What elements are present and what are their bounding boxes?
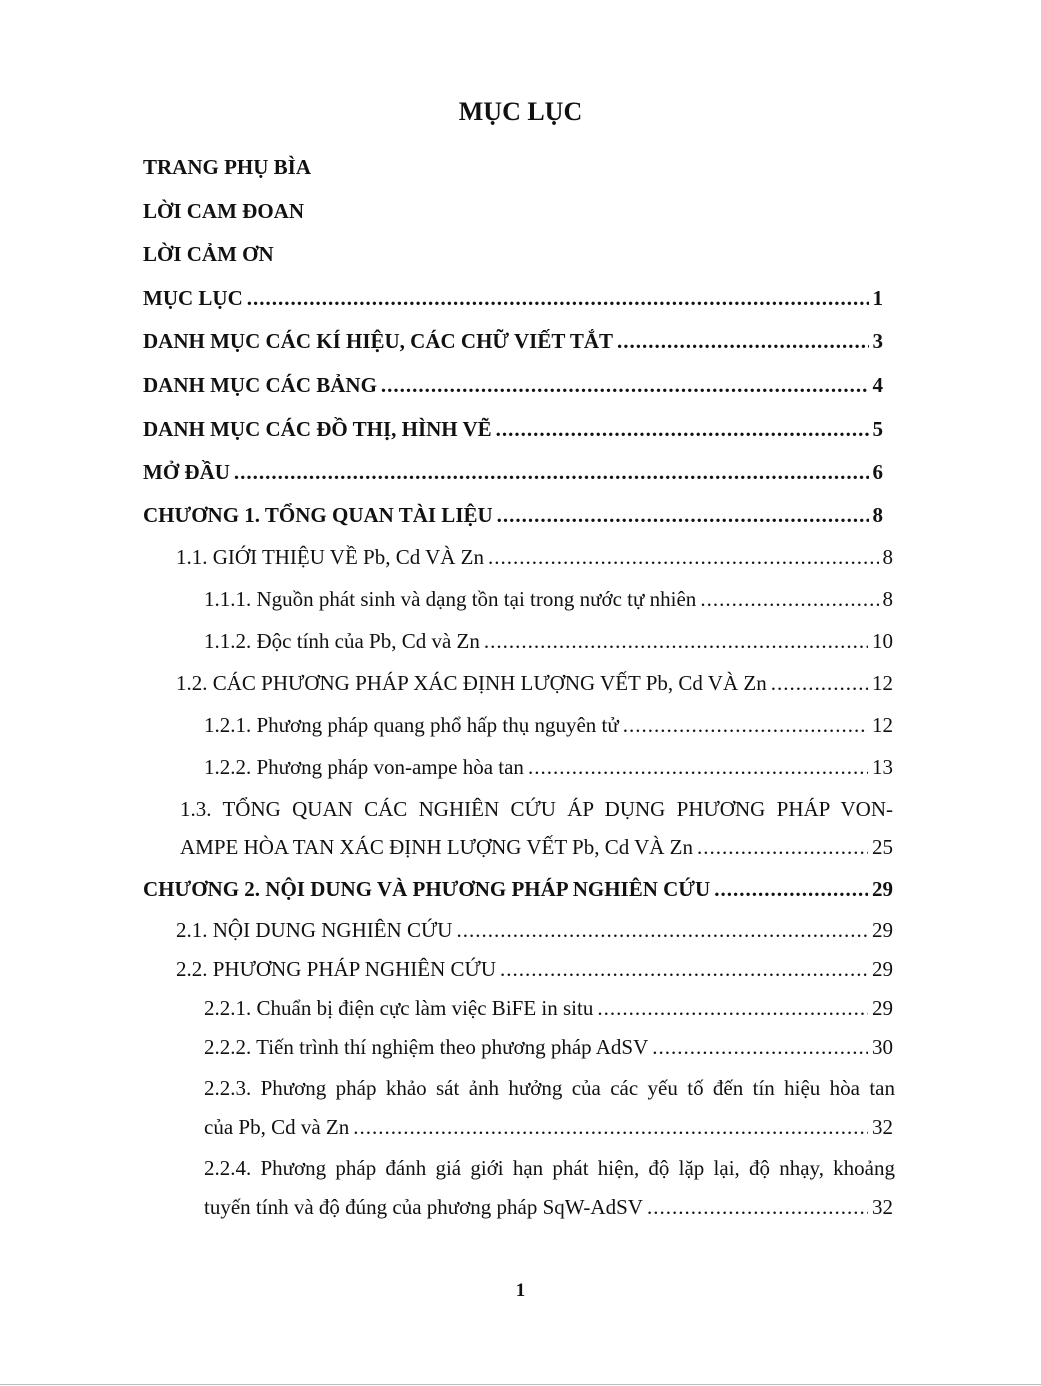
toc-entry-section-1-2-1[interactable] xyxy=(204,713,893,738)
toc-entry-label: của Pb, Cd và Zn xyxy=(204,1115,350,1139)
toc-entry-label: CHƯƠNG 1. TỔNG QUAN TÀI LIỆU xyxy=(143,503,493,527)
toc-entry-page: 12 xyxy=(872,671,893,695)
toc-entry-page: 12 xyxy=(872,713,893,737)
toc-leader-dots xyxy=(771,671,868,696)
toc-entry-page: 32 xyxy=(872,1115,893,1139)
toc-leader-dots xyxy=(353,1115,868,1140)
toc-entry-chapter-1[interactable] xyxy=(143,503,883,528)
toc-entry-label: DANH MỤC CÁC BẢNG xyxy=(143,373,377,397)
toc-entry-page: 32 xyxy=(872,1195,893,1219)
toc-leader-dots xyxy=(496,417,869,442)
toc-entry-label: 1.2. CÁC PHƯƠNG PHÁP XÁC ĐỊNH LƯỢNG VẾT Pb, Cd VÀ Zn xyxy=(176,671,767,695)
toc-entry-label: MỤC LỤC xyxy=(143,286,243,310)
toc-leader-dots xyxy=(456,918,868,943)
toc-entry-label: 2.2.2. Tiến trình thí nghiệm theo phương pháp AdSV xyxy=(204,1035,649,1059)
toc-entry-list-of-figures[interactable] xyxy=(143,417,883,442)
toc-entry-page: 6 xyxy=(872,460,883,484)
toc-entry-section-1-2[interactable] xyxy=(176,671,893,696)
toc-entry-section-1-1-2[interactable] xyxy=(204,629,893,654)
toc-entry-label: MỞ ĐẦU xyxy=(143,460,230,484)
toc-entry-label: 1.1. GIỚI THIỆU VỀ Pb, Cd VÀ Zn xyxy=(176,545,484,569)
toc-entry-label: tuyến tính và độ đúng của phương pháp SqW-AdSV xyxy=(204,1195,643,1219)
toc-entry-page: 1 xyxy=(872,286,883,310)
toc-leader-dots xyxy=(488,545,879,570)
toc-leader-dots xyxy=(497,503,869,528)
toc-leader-dots xyxy=(700,587,878,612)
page-number: 1 xyxy=(515,1280,526,1301)
toc-entry-page: 10 xyxy=(872,629,893,653)
toc-leader-dots xyxy=(381,373,869,398)
toc-entry-label: LỜI CẢM ƠN xyxy=(143,242,274,266)
toc-leader-dots xyxy=(247,286,869,311)
toc-entry-chapter-2[interactable] xyxy=(143,877,893,902)
toc-entry-page: 8 xyxy=(882,587,893,611)
toc-entry-label: 1.1.1. Nguồn phát sinh và dạng tồn tại trong nước tự nhiên xyxy=(204,587,697,611)
toc-entry-section-1-2-2[interactable] xyxy=(204,755,893,780)
toc-title: MỤC LỤC xyxy=(458,97,583,126)
toc-entry-label: 2.2. PHƯƠNG PHÁP NGHIÊN CỨU xyxy=(176,957,496,981)
toc-entry-label: LỜI CAM ĐOAN xyxy=(143,199,304,223)
toc-entry-page: 25 xyxy=(872,835,893,859)
toc-entry-label: 1.2.2. Phương pháp von-ampe hòa tan xyxy=(204,755,524,779)
toc-entry-section-2-2-4[interactable] xyxy=(204,1195,893,1220)
toc-entry-label: 1.1.2. Độc tính của Pb, Cd và Zn xyxy=(204,629,480,653)
toc-leader-dots xyxy=(234,460,869,485)
toc-leader-dots xyxy=(714,877,868,902)
toc-entry-page: 29 xyxy=(872,996,893,1020)
toc-entry-label: DANH MỤC CÁC ĐỒ THỊ, HÌNH VẼ xyxy=(143,417,492,441)
toc-entry-section-2-2-3[interactable] xyxy=(204,1115,893,1140)
toc-entry-label: DANH MỤC CÁC KÍ HIỆU, CÁC CHỮ VIẾT TẮT xyxy=(143,329,614,353)
toc-entry-page: 29 xyxy=(872,877,893,901)
toc-leader-dots xyxy=(652,1035,868,1060)
toc-leader-dots xyxy=(500,957,868,982)
toc-entry-page: 30 xyxy=(872,1035,893,1059)
toc-entry-section-1-1-1[interactable] xyxy=(204,587,893,612)
toc-entry-list-of-tables[interactable] xyxy=(143,373,883,398)
toc-entry-section-2-2-2[interactable] xyxy=(204,1035,893,1060)
toc-entry-section-1-3[interactable] xyxy=(180,835,893,860)
toc-leader-dots xyxy=(697,835,868,860)
page-bottom-edge xyxy=(0,1384,1041,1385)
toc-leader-dots xyxy=(597,996,868,1021)
toc-entry-page: 13 xyxy=(872,755,893,779)
toc-leader-dots xyxy=(528,755,868,780)
toc-entry-section-2-2-3-line1[interactable]: 2.2.3. Phương pháp khảo sát ảnh hưởng của các yếu tố đến tín hiệu hòa tan xyxy=(204,1076,895,1100)
toc-entry-abbreviations[interactable] xyxy=(143,329,883,354)
toc-entry-section-1-3-line1[interactable]: 1.3. TỔNG QUAN CÁC NGHIÊN CỨU ÁP DỤNG PHƯƠNG PHÁP VON- xyxy=(180,797,893,821)
toc-entry-section-2-2-4-line1[interactable]: 2.2.4. Phương pháp đánh giá giới hạn phát hiện, độ lặp lại, độ nhạy, khoảng xyxy=(204,1156,895,1180)
toc-entry-page: 8 xyxy=(882,545,893,569)
toc-entry-acknowledgements[interactable] xyxy=(143,242,883,267)
toc-entry-label: 1.2.1. Phương pháp quang phổ hấp thụ nguyên tử xyxy=(204,713,619,737)
toc-leader-dots xyxy=(647,1195,868,1220)
toc-entry-section-2-1[interactable] xyxy=(176,918,893,943)
toc-entry-page: 4 xyxy=(872,373,883,397)
toc-leader-dots xyxy=(484,629,868,654)
toc-entry-declaration[interactable] xyxy=(143,199,883,224)
toc-entry-page: 5 xyxy=(872,417,883,441)
toc-leader-dots xyxy=(617,329,868,354)
toc-entry-page: 3 xyxy=(872,329,883,353)
toc-entry-label: 2.1. NỘI DUNG NGHIÊN CỨU xyxy=(176,918,453,942)
toc-entry-section-2-2-1[interactable] xyxy=(204,996,893,1021)
toc-entry-label: AMPE HÒA TAN XÁC ĐỊNH LƯỢNG VẾT Pb, Cd VÀ Zn xyxy=(180,835,694,859)
toc-entry-introduction[interactable] xyxy=(143,460,883,485)
toc-entry-cover-page[interactable] xyxy=(143,155,883,180)
toc-entry-page: 29 xyxy=(872,918,893,942)
toc-entry-label: TRANG PHỤ BÌA xyxy=(143,155,312,179)
toc-entry-page: 8 xyxy=(872,503,883,527)
toc-entry-label: CHƯƠNG 2. NỘI DUNG VÀ PHƯƠNG PHÁP NGHIÊN CỨU xyxy=(143,877,711,901)
toc-entry-section-2-2[interactable] xyxy=(176,957,893,982)
toc-leader-dots xyxy=(623,713,868,738)
toc-entry-page: 29 xyxy=(872,957,893,981)
toc-entry-contents[interactable] xyxy=(143,286,883,311)
toc-entry-section-1-1[interactable] xyxy=(176,545,893,570)
toc-entry-label: 2.2.1. Chuẩn bị điện cực làm việc BiFE in situ xyxy=(204,996,594,1020)
